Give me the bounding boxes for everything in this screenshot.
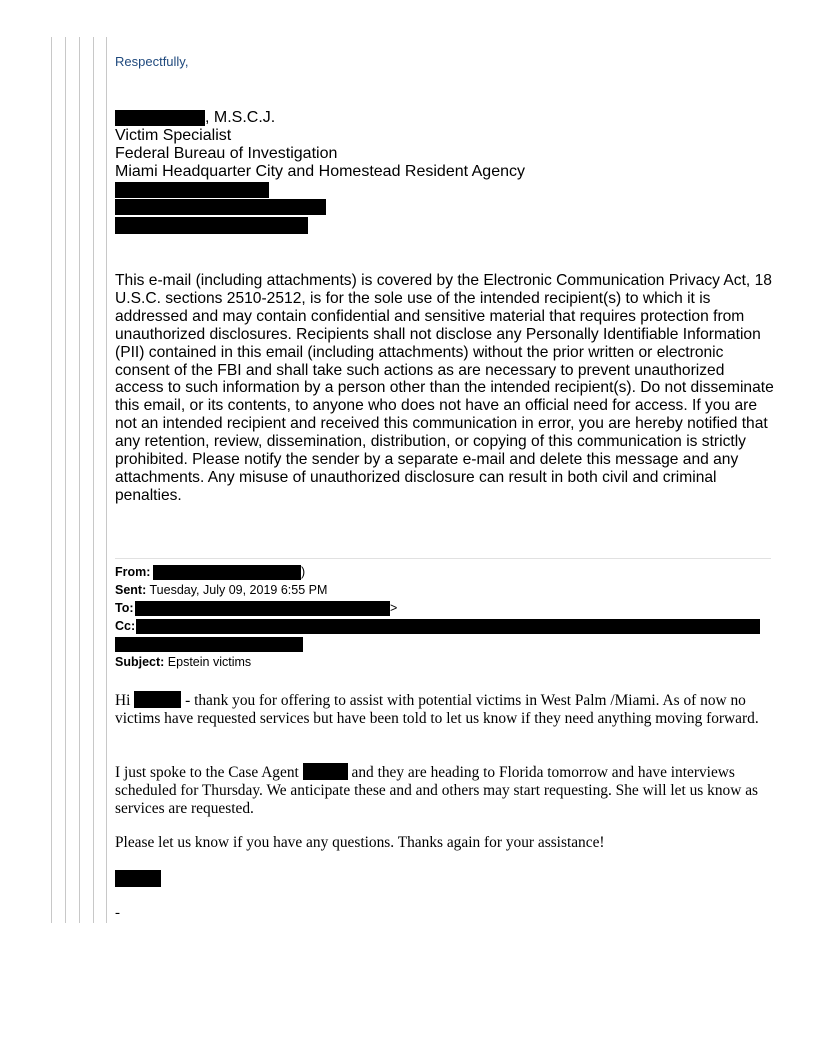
to-label: To: — [115, 601, 134, 615]
from-tail: ) — [301, 565, 306, 579]
body-paragraph-1 — [115, 691, 775, 728]
paragraph-2-lead: I just spoke to the Case Agent — [115, 764, 299, 781]
sent-label: Sent: — [115, 583, 147, 597]
from-row — [115, 564, 150, 580]
signature-office: Miami Headquarter City and Homestead Resident Agency — [115, 163, 525, 180]
paragraph-1-text: - thank you for offering to assist with potential victims in West Palm /Miami. As of now no victims have requested services but have been told to let us know if they need anything moving forward. — [115, 692, 759, 727]
sent-row — [115, 582, 327, 598]
subject-value: Epstein victims — [167, 655, 252, 669]
to-row — [115, 600, 134, 616]
quote-bar-3 — [79, 37, 80, 923]
redacted-cc-line-2 — [115, 637, 303, 652]
redacted-signature-line-3 — [115, 217, 308, 234]
privacy-disclaimer: This e-mail (including attachments) is covered by the Electronic Communication Privacy Act, 18 U.S.C. sections 2510-2512, is for the sole use of the intended recipient(s) to which it is addressed and may contain confidential and sensitive material that requires protection from unauthorized disclosures. Recipients shall not disclose any Personally Identifiable Information (PII) contained in this email (including attachments) without the prior written or electronic consent of the FBI and shall take such actions as are necessary to prevent unauthorized access to such information by a person other than the intended recipient(s). Do not disseminate this email, or its contents, to anyone who does not have an official need for access. If you are not an intended recipient and received this communication in error, you are hereby notified that any retention, review, dissemination, distribution, or copying of this communication is strictly prohibited. Please notify the sender by a separate e-mail and delete this message and any attachments. Any misuse of unauthorized disclosure can result in both civil and criminal penalties. — [115, 272, 774, 504]
sent-value: Tuesday, July 09, 2019 6:55 PM — [149, 583, 328, 597]
cc-label: Cc: — [115, 619, 136, 633]
redacted-agent-name — [303, 763, 348, 780]
header-divider — [115, 558, 771, 559]
body-paragraph-2 — [115, 763, 775, 818]
redacted-cc-line-1 — [136, 619, 760, 634]
paragraph-2-text: and they are heading to Florida tomorrow and have interviews scheduled for Thursday. We anticipate these and and others may start requesting. She will let us know as services are requested. — [115, 764, 759, 817]
redacted-signature-line-1 — [115, 182, 269, 198]
quote-bar-4 — [93, 37, 94, 923]
signature-credentials: , M.S.C.J. — [205, 109, 276, 126]
greeting: Hi — [115, 692, 131, 709]
quote-bar-2 — [65, 37, 66, 923]
redacted-name — [115, 110, 205, 126]
signature-org: Federal Bureau of Investigation — [115, 145, 338, 162]
redacted-from — [153, 565, 301, 580]
from-label: From: — [115, 565, 151, 579]
quote-bar-5 — [106, 37, 107, 923]
closing: Respectfully, — [115, 54, 189, 69]
redacted-signature-line-2 — [115, 199, 326, 215]
subject-row — [115, 654, 251, 670]
quote-bar-1 — [51, 37, 52, 923]
to-tail: > — [390, 601, 398, 615]
redacted-recipient-name — [134, 691, 181, 708]
redacted-sender-signoff — [115, 870, 161, 887]
redacted-to — [135, 601, 390, 616]
body-paragraph-3: Please let us know if you have any questions. Thanks again for your assistance! — [115, 834, 605, 851]
subject-label: Subject: — [115, 655, 165, 669]
trailing-dash: - — [115, 905, 120, 921]
signature-title: Victim Specialist — [115, 127, 232, 144]
cc-row — [115, 618, 135, 634]
